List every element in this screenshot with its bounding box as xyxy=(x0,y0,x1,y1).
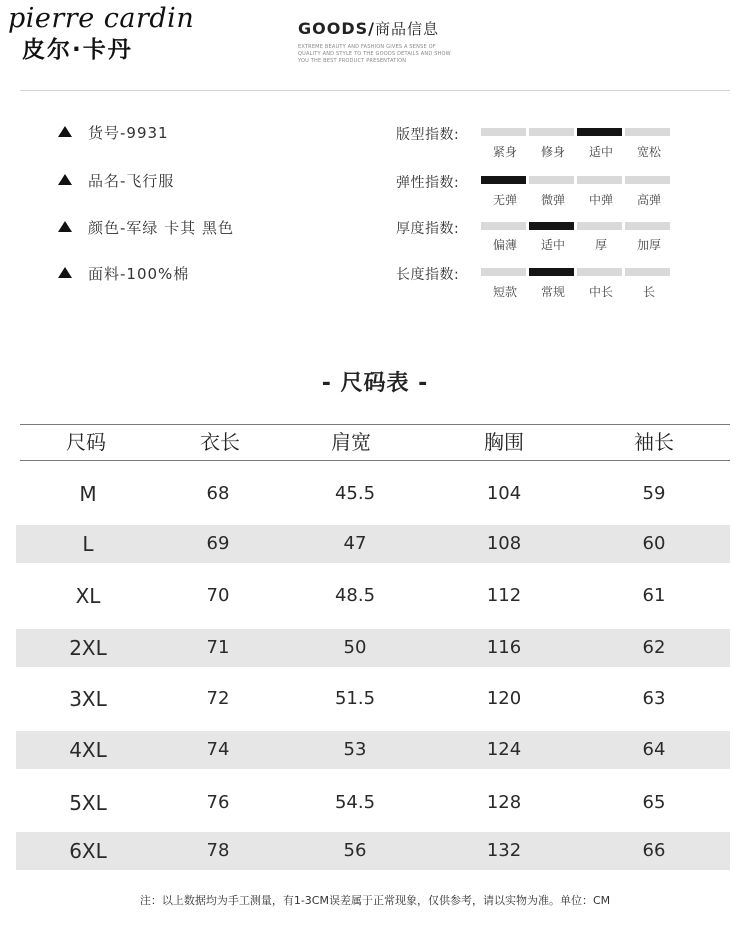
index-segment xyxy=(529,128,574,136)
index-option-label: 偏薄 xyxy=(492,238,517,252)
index-segment xyxy=(625,128,670,136)
measurement-note: 注：以上数据均为手工测量，有1-3CM误差属于正常现象，仅供参考，请以实物为准。单位：CM xyxy=(139,894,611,907)
table-row xyxy=(16,577,730,615)
cell-sleeve: 59 xyxy=(642,483,666,504)
index-option-label: 短款 xyxy=(492,285,517,299)
triangle-bullet-icon xyxy=(58,126,72,137)
cell-shoulder: 50 xyxy=(343,637,367,658)
cell-chest: 104 xyxy=(486,483,522,504)
index-segment xyxy=(481,268,526,276)
index-option-label: 微弹 xyxy=(540,193,565,207)
length-index-label: 长度指数: xyxy=(396,267,460,283)
cell-shoulder: 47 xyxy=(343,533,367,554)
triangle-bullet-icon xyxy=(58,267,72,278)
goods-header xyxy=(298,18,458,65)
header-size: 尺码 xyxy=(66,430,106,454)
goods-title-cn: 商品信息 xyxy=(374,20,439,38)
header-length: 衣长 xyxy=(200,430,240,454)
index-segment xyxy=(481,128,526,136)
index-option-label: 长 xyxy=(642,285,655,299)
index-segment xyxy=(625,222,670,230)
table-header-rule xyxy=(20,460,730,461)
cell-size: L xyxy=(82,532,94,556)
cell-length: 72 xyxy=(206,688,230,709)
index-segment xyxy=(577,222,622,230)
thickness-index-label: 厚度指数: xyxy=(396,221,460,237)
index-option-label: 宽松 xyxy=(636,145,661,159)
length-index-bar xyxy=(481,268,673,276)
cell-shoulder: 53 xyxy=(343,739,367,760)
cell-sleeve: 60 xyxy=(642,533,666,554)
index-option-label: 加厚 xyxy=(636,238,661,252)
attribute-item xyxy=(58,122,169,143)
table-row xyxy=(16,832,730,870)
attribute-item xyxy=(58,263,189,284)
cell-chest: 124 xyxy=(486,739,522,760)
cell-size: 3XL xyxy=(69,687,107,711)
cell-shoulder: 54.5 xyxy=(334,792,376,813)
index-segment xyxy=(625,268,670,276)
elasticity-index-label: 弹性指数: xyxy=(396,175,460,191)
attribute-label: 货号-9931 xyxy=(88,124,169,142)
attribute-label: 面料-100%棉 xyxy=(88,265,190,283)
index-segment xyxy=(577,268,622,276)
cell-chest: 112 xyxy=(486,585,522,606)
index-option-label: 中弹 xyxy=(588,193,613,207)
brand-chinese-name: 皮尔·卡丹 xyxy=(22,37,133,63)
elasticity-index-bar xyxy=(481,176,673,184)
cell-chest: 128 xyxy=(486,792,522,813)
attribute-label: 颜色-军绿 卡其 黑色 xyxy=(88,219,234,237)
goods-title-en: GOODS/ xyxy=(298,19,375,38)
table-row xyxy=(16,475,730,513)
index-segment-selected xyxy=(529,222,574,230)
cell-length: 74 xyxy=(206,739,230,760)
index-segment xyxy=(481,222,526,230)
goods-title xyxy=(298,18,458,39)
cell-shoulder: 56 xyxy=(343,840,367,861)
fit-index-bar xyxy=(481,128,673,136)
index-option-label: 高弹 xyxy=(636,193,661,207)
index-option-label: 适中 xyxy=(588,145,613,159)
cell-length: 76 xyxy=(206,792,230,813)
index-option-label: 修身 xyxy=(540,145,565,159)
attribute-label: 品名-飞行服 xyxy=(88,172,175,190)
cell-size: M xyxy=(79,482,97,506)
cell-sleeve: 63 xyxy=(642,688,666,709)
table-row xyxy=(16,680,730,718)
size-chart-title: - 尺码表 - xyxy=(321,371,429,396)
fit-index-label: 版型指数: xyxy=(396,127,460,143)
index-option-label: 适中 xyxy=(540,238,565,252)
cell-shoulder: 45.5 xyxy=(334,483,376,504)
attribute-item xyxy=(58,217,234,238)
index-option-label: 常规 xyxy=(540,285,565,299)
cell-sleeve: 64 xyxy=(642,739,666,760)
index-segment-selected xyxy=(529,268,574,276)
cell-sleeve: 61 xyxy=(642,585,666,606)
index-option-label: 无弹 xyxy=(492,193,517,207)
table-row xyxy=(16,629,730,667)
brand-logo xyxy=(8,2,194,64)
cell-size: XL xyxy=(75,584,101,608)
triangle-bullet-icon xyxy=(58,174,72,185)
cell-length: 68 xyxy=(206,483,230,504)
header-shoulder: 肩宽 xyxy=(331,430,371,454)
header-sleeve: 袖长 xyxy=(634,430,674,454)
cell-length: 78 xyxy=(206,840,230,861)
cell-length: 71 xyxy=(206,637,230,658)
cell-shoulder: 48.5 xyxy=(334,585,376,606)
cell-sleeve: 62 xyxy=(642,637,666,658)
index-option-label: 厚 xyxy=(594,238,607,252)
cell-size: 5XL xyxy=(69,791,107,815)
header-chest: 胸围 xyxy=(484,430,524,454)
cell-size: 4XL xyxy=(69,738,107,762)
top-divider xyxy=(20,90,730,91)
cell-sleeve: 66 xyxy=(642,840,666,861)
table-row xyxy=(16,525,730,563)
cell-chest: 116 xyxy=(486,637,522,658)
cell-sleeve: 65 xyxy=(642,792,666,813)
cell-chest: 120 xyxy=(486,688,522,709)
table-row xyxy=(16,784,730,822)
index-segment xyxy=(625,176,670,184)
index-segment xyxy=(577,176,622,184)
cell-chest: 108 xyxy=(486,533,522,554)
cell-length: 69 xyxy=(206,533,230,554)
goods-subtext: EXTREME BEAUTY AND FASHION GIVES A SENSE OF QUALITY AND STYLE TO THE GOODS DETAILS AND SHOW YOU THE BEST PRODUCT PRESENTATION xyxy=(298,44,451,64)
table-row xyxy=(16,731,730,769)
cell-size: 2XL xyxy=(69,636,107,660)
cell-shoulder: 51.5 xyxy=(334,688,376,709)
index-segment-selected xyxy=(481,176,526,184)
cell-length: 70 xyxy=(206,585,230,606)
attribute-item xyxy=(58,170,174,191)
index-segment-selected xyxy=(577,128,622,136)
cell-size: 6XL xyxy=(69,839,107,863)
thickness-index-bar xyxy=(481,222,673,230)
index-segment xyxy=(529,176,574,184)
cell-chest: 132 xyxy=(486,840,522,861)
triangle-bullet-icon xyxy=(58,221,72,232)
brand-script-name: pierre cardin xyxy=(8,3,195,34)
index-option-label: 紧身 xyxy=(492,145,517,159)
index-option-label: 中长 xyxy=(588,285,613,299)
